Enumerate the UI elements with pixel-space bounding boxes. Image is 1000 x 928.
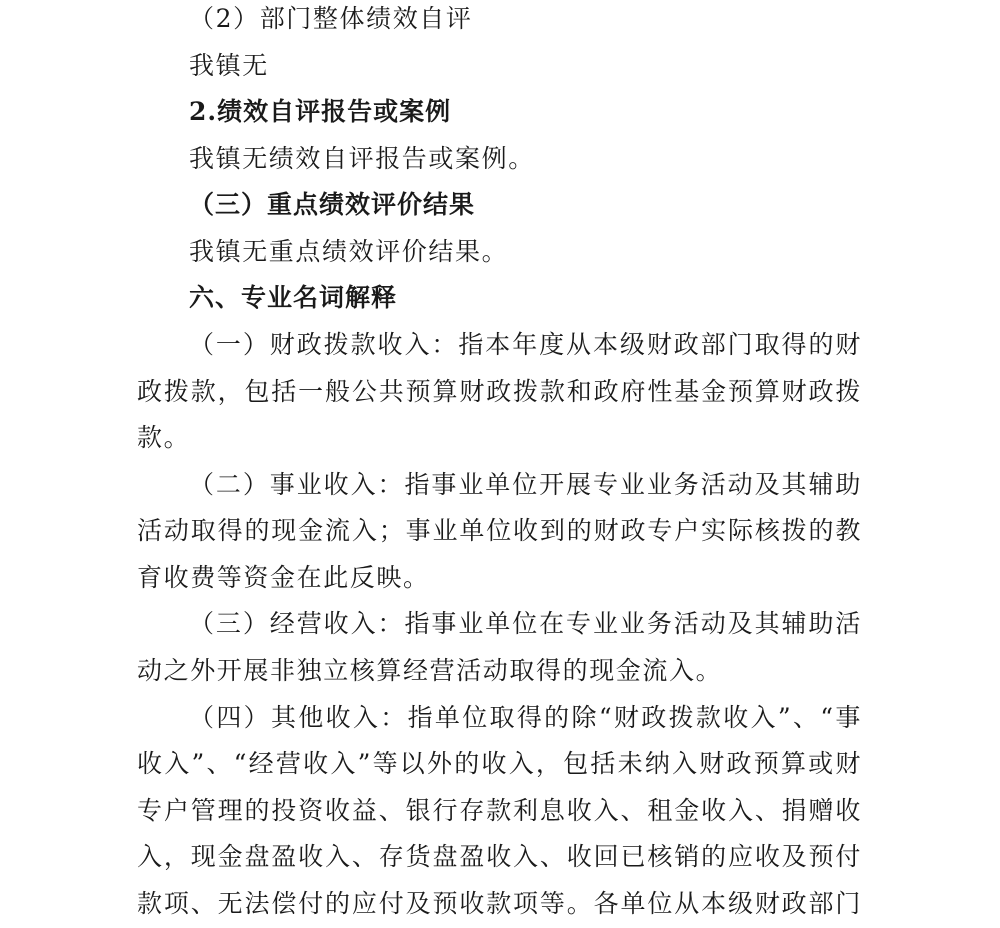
paragraph-line: 我镇无绩效自评报告或案例。: [189, 144, 535, 173]
subsection-heading-dept-self-eval: （2）部门整体绩效自评: [189, 4, 473, 33]
paragraph-line: 政拨款，包括一般公共预算财政拨款和政府性基金预算财政拨: [137, 377, 862, 406]
paragraph-line: 专户管理的投资收益、银行存款利息收入、租金收入、捐赠收: [137, 796, 862, 825]
paragraph-line: 收入”、“经营收入”等以外的收入，包括未纳入财政预算或财: [137, 749, 862, 778]
paragraph-line: （一）财政拨款收入：指本年度从本级财政部门取得的财: [189, 330, 862, 359]
section-heading-key-results: （三）重点绩效评价结果: [189, 190, 476, 219]
paragraph-line: 入，现金盘盈收入、存货盘盈收入、收回已核销的应收及预付: [137, 842, 862, 871]
paragraph-line: 活动取得的现金流入；事业单位收到的财政专户实际核拨的教: [137, 516, 862, 545]
paragraph-line: （三）经营收入：指事业单位在专业业务活动及其辅助活: [189, 609, 862, 638]
section-heading-glossary: 六、专业名词解释: [189, 283, 398, 312]
paragraph-line: （二）事业收入：指事业单位开展专业业务活动及其辅助: [189, 470, 862, 499]
paragraph-line: 我镇无重点绩效评价结果。: [189, 237, 509, 266]
paragraph-line: 款。: [137, 423, 191, 452]
paragraph-line: 育收费等资金在此反映。: [137, 563, 430, 592]
paragraph-line: （四）其他收入：指单位取得的除“财政拨款收入”、“事: [189, 703, 862, 732]
paragraph-line: 款项、无法偿付的应付及预收款项等。各单位从本级财政部门: [137, 889, 862, 918]
paragraph-line: 我镇无: [189, 51, 269, 80]
subsection-heading-report: 2.绩效自评报告或案例: [189, 97, 452, 126]
paragraph-line: 动之外开展非独立核算经营活动取得的现金流入。: [137, 656, 723, 685]
